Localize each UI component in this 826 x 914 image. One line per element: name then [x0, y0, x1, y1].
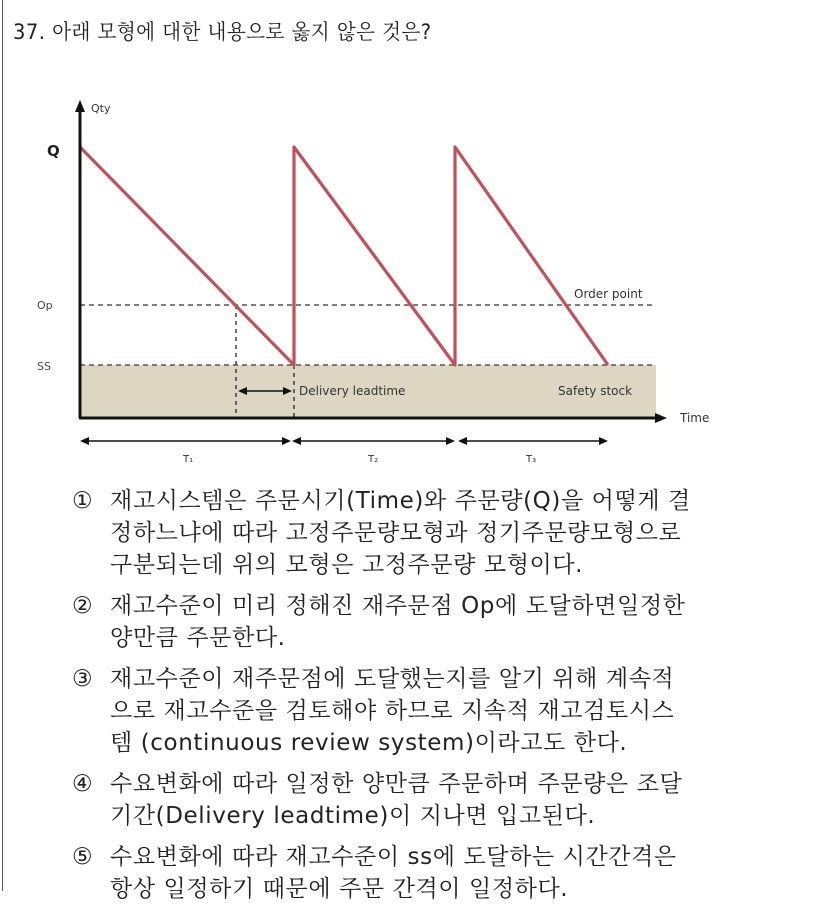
choice-4[interactable]	[72, 768, 762, 832]
safety-stock-label: Safety stock	[558, 384, 633, 398]
choice-text-line: 기간(Delivery leadtime)이 지나면 입고된다.	[110, 803, 596, 829]
period-label-t1: T₁	[183, 454, 194, 465]
question-number: 37.	[13, 20, 46, 44]
choice-text-line: 으로 재고수준을 검토해야 하므로 지속적 재고검토시스	[110, 698, 675, 724]
choice-text-line: 템 (continuous review system)이라고도 한다.	[110, 730, 628, 756]
ss-level-label: SS	[37, 360, 51, 373]
choice-2[interactable]	[72, 590, 762, 654]
choice-text-line: 재고수준이 미리 정해진 재주문점 Op에 도달하면일정한	[110, 593, 686, 619]
choice-text-line: 재고수준이 재주문점에 도달했는지를 알기 위해 계속적	[110, 666, 675, 692]
choice-5[interactable]	[72, 841, 762, 905]
choice-number: ②	[72, 593, 94, 619]
choice-text-line: 정하느냐에 따라 고정주문량모형과 정기주문량모형으로	[110, 520, 682, 546]
order-point-label: Order point	[574, 287, 643, 301]
y-axis-arrow-icon	[75, 100, 85, 112]
x-axis-label: Time	[680, 411, 710, 425]
answer-choices	[72, 485, 762, 914]
choice-number: ①	[72, 488, 94, 514]
period-label-t2: T₂	[368, 454, 379, 465]
question-text: 아래 모형에 대한 내용으로 옳지 않은 것은?	[52, 20, 432, 44]
inventory-sawtooth-line	[80, 147, 608, 365]
choice-text-line: 수요변화에 따라 일정한 양만큼 주문하며 주문량은 조달	[110, 771, 683, 797]
choice-text-line: 수요변화에 따라 재고수준이 ss에 도달하는 시간간격은	[110, 844, 677, 870]
x-axis-arrow-icon	[655, 413, 667, 423]
q-level-label: Q	[47, 142, 60, 160]
period-label-t3: T₃	[526, 454, 537, 465]
choice-1[interactable]	[72, 485, 762, 581]
choice-text-line: 구분되는데 위의 모형은 고정주문량 모형이다.	[110, 552, 584, 578]
choice-3[interactable]	[72, 663, 762, 759]
op-level-label: Op	[37, 299, 53, 312]
choice-text-line: 항상 일정하기 때문에 주문 간격이 일정하다.	[110, 876, 569, 902]
choice-text-line: 재고시스템은 주문시기(Time)와 주문량(Q)을 어떻게 결	[110, 488, 691, 514]
y-axis-label: Qty	[91, 102, 111, 115]
choice-number: ④	[72, 771, 94, 797]
choice-text-line: 양만큼 주문한다.	[110, 625, 286, 651]
choice-number: ⑤	[72, 844, 94, 870]
choice-number: ③	[72, 666, 94, 692]
delivery-leadtime-label: Delivery leadtime	[299, 384, 406, 398]
